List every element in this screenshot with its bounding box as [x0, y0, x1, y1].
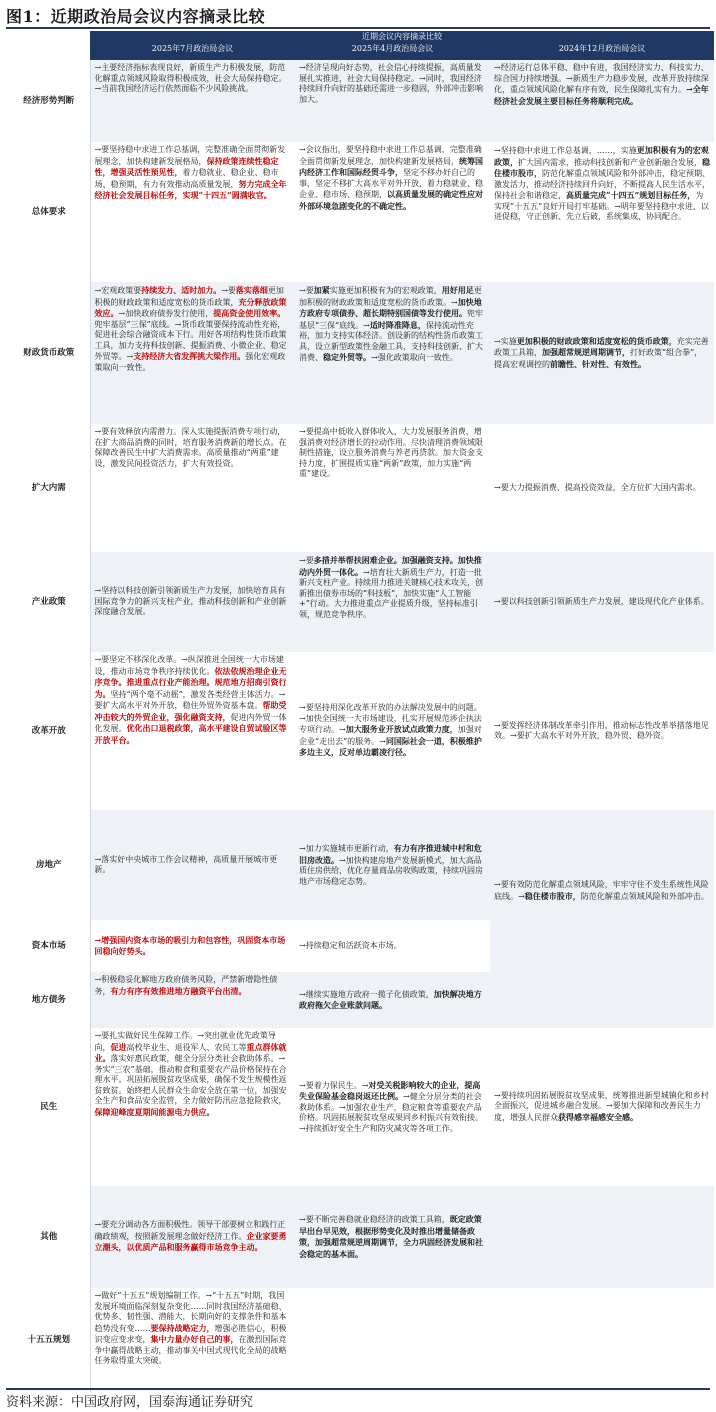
cell-apr: →要加紧实施更加积极有为的宏观政策，用好用足更加积极的财政政策和适度宽松的货币政策。→加快地方政府专项债券、超长期特别国债等发行使用。兜牢基层“三保”底线。→适时降准降息，保持流动性充裕，加力支持实体经济。创设新的结构性货币政策工具，设立新型政策性金融工具，支持科技创新、扩大消费、稳定外贸等。→强化政策取向一致性。 — [295, 282, 490, 424]
cell-dec — [490, 972, 714, 1028]
row-industrial-policy — [8, 552, 714, 652]
cell-apr: →要多措并举帮扶困难企业。加强融资支持。加快推动内外贸一体化。→培育壮大新质生产力，打造一批新兴支柱产业。持续用力推进关键核心技术攻关，创新推出债券市场的“科技板”，加快实施“人工智能+”行动。大力推进重点产业提质升级，坚持标准引领，规范竞争秩序。 — [295, 552, 490, 652]
cell-jul: →要扎实做好民生保障工作。→突出就业优先政策导向，促进高校毕业生、退役军人、农民工等重点群体就业。落实好惠民政策，健全分层分类社会救助体系。→务实“三农”基础，推动粮食和重要农产品价格保持在合理水平。巩固拓展脱贫攻坚成果，确保不发生规模性返贫致贫。始终把人民群众生命安全放在第一位，加强安全生产和食品安全监管，全力做好防汛应急抢险救灾，保障迎峰度夏期间能源电力供应。 — [90, 1028, 295, 1186]
cell-apr — [295, 1288, 490, 1392]
cell-jul: →要充分调动各方面积极性。领导干部要树立和践行正确政绩观，按照新发展理念做好经济工作。企业家要勇立潮头，以优质产品和服务赢得市场竞争主动。 — [90, 1186, 295, 1288]
row-domestic-demand — [8, 424, 714, 552]
cell-apr: →经济呈现向好态势，社会信心持续提振，高质量发展扎实推进，社会大局保持稳定。→同时，我国经济持续回升向好的基础还需进一步稳固，外部冲击影响加大。 — [295, 60, 490, 142]
header-apr-2025: 2025年4月政治局会议 — [295, 42, 490, 60]
row-other — [8, 1186, 714, 1288]
row-label: 地方债务 — [8, 972, 90, 1028]
source-rule — [6, 1388, 710, 1390]
row-real-estate — [8, 810, 714, 920]
cell-dec — [490, 1288, 714, 1392]
cell-jul: →做好“十五五”规划编制工作。→“十五五”时期，我国发展环境面临深刻复杂变化……同时我国经济基础稳、优势多、韧性强、潜能大，长期向好的支撑条件和基本趋势没有变……要保持战略定力，增强必胜信心，积极识变应变求变，集中力量办好自己的事，在激烈国际竞争中赢得战略主动，推动事关中国式现代化全局的战略任务取得重大突破。 — [90, 1288, 295, 1392]
figure-title: 图1：近期政治局会议内容摘录比较 — [6, 7, 266, 26]
row-label: 资本市场 — [8, 920, 90, 972]
source-note: 资料来源：中国政府网，国泰海通证券研究 — [6, 1395, 254, 1410]
cell-jul: →落实好中央城市工作会议精神，高质量开展城市更新。 — [90, 810, 295, 920]
cell-dec-merged: →要有效防范化解重点领域风险，牢牢守住不发生系统性风险底线。→稳住楼市股市，防范化解重点领域风险和外部冲击。 — [490, 810, 714, 972]
cell-jul: →主要经济指标表现良好，新质生产力积极发展，防范化解重点领域风险取得积极成效，社会大局保持稳定。→当前我国经济运行依然面临不少风险挑战。 — [90, 60, 295, 142]
row-label: 其他 — [8, 1186, 90, 1288]
cell-jul: →宏观政策要持续发力、适时加力。→要落实落细更加积极的财政政策和适度宽松的货币政策，充分释放政策效应。→加快政府债券发行使用，提高资金使用效率。兜牢基层“三保”底线。→货币政策要保持流动性充裕，促进社会综合融资成本下行。用好各项结构性货币政策工具，加力支持科技创新、提振消费、小微企业、稳定外贸等。→支持经济大省发挥挑大梁作用。强化宏观政策取向一致性。 — [90, 282, 295, 424]
cell-jul: →坚持以科技创新引领新质生产力发展，加快培育具有国际竞争力的新兴支柱产业，推动科技创新和产业创新深度融合发展。 — [90, 552, 295, 652]
header-jul-2025: 2025年7月政治局会议 — [90, 42, 295, 60]
row-label: 产业政策 — [8, 552, 90, 652]
table-caption: 近期会议内容摘录比较 — [90, 31, 714, 42]
cell-jul: →要坚定不移深化改革。→纵深推进全国统一大市场建设，推动市场竞争秩序持续优化。依法依规治理企业无序竞争。推进重点行业产能治理。规范地方招商引资行为。坚持“两个毫不动摇”，激发各类经营主体活力。→要扩大高水平对外开放，稳住外贸外资基本盘。帮助受冲击较大的外贸企业，强化融资支持，促进内外贸一体化发展。优化出口退税政策，高水平建设自贸试验区等开放平台。 — [90, 652, 295, 810]
row-15th-five-year-plan — [8, 1288, 714, 1392]
cell-apr: →加力实施城市更新行动，有力有序推进城中村和危旧房改造。→加快构建房地产发展新模式，加大高品质住房供给，优化存量商品房收购政策，持续巩固房地产市场稳定态势。 — [295, 810, 490, 920]
cell-apr: →继续实施地方政府一揽子化债政策，加快解决地方政府拖欠企业账款问题。 — [295, 972, 490, 1028]
cell-apr: →会议指出，要坚持稳中求进工作总基调，完整准确全面贯彻新发展理念，加快构建新发展格局，统筹国内经济工作和国际经贸斗争，坚定不移办好自己的事，坚定不移扩大高水平对外开放，着力稳就业、稳企业、稳市场、稳预期，以高质量发展的确定性应对外部环境急剧变化的不确定性。 — [295, 142, 490, 282]
cell-apr: →持续稳定和活跃资本市场。 — [295, 920, 490, 972]
header-blank — [8, 42, 90, 60]
cell-dec — [490, 1186, 714, 1288]
cell-jul: →要有效释放内需潜力。深入实施提振消费专项行动，在扩大商品消费的同时，培育服务消费新的增长点。在保障改善民生中扩大消费需求。高质量推动“两重”建设，激发民间投资活力，扩大有效投资。 — [90, 424, 295, 552]
cell-apr: →要坚持用深化改革开放的办法解决发展中的问题。→加快全国统一大市场建设，扎实开展规范涉企执法专项行动。→加大服务业开放试点政策力度，加强对企业“走出去”的服务。→同国际社会一道，积极维护多边主义，反对单边霸凌行径。 — [295, 652, 490, 810]
cell-apr: →要提高中低收入群体收入，大力发展服务消费，增强消费对经济增长的拉动作用。尽快清理消费领域限制性措施，设立服务消费与养老再贷款。加大资金支持力度，扩围提质实施“两新”政策，加力实施“两重”建设。 — [295, 424, 490, 552]
header-dec-2024: 2024年12月政治局会议 — [490, 42, 714, 60]
row-local-debt — [8, 972, 714, 1028]
cell-jul: →积极稳妥化解地方政府债务风险，严禁新增隐性债务，有力有序有效推进地方融资平台出清。 — [90, 972, 295, 1028]
cell-dec: →实施更加积极的财政政策和适度宽松的货币政策，充实完善政策工具箱，加强超常规逆周期调节，打好政策“组合拳”，提高宏观调控的前瞻性、针对性、有效性。 — [490, 282, 714, 424]
row-label: 扩大内需 — [8, 424, 90, 552]
row-label: 总体要求 — [8, 142, 90, 282]
cell-apr: →要着力保民生。→对受关税影响较大的企业，提高失业保险基金稳岗返还比例。→健全分层分类的社会救助体系。→加强农业生产，稳定粮食等重要农产品价格。巩固拓展脱贫攻坚成果同乡村振兴有效衔接。→持续抓好安全生产和防灾减灾等各项工作。 — [295, 1028, 490, 1186]
cell-dec: →要持续巩固拓展脱贫攻坚成果，统筹推进新型城镇化和乡村全面振兴，促进城乡融合发展。→要加大保障和改善民生力度，增强人民群众获得感幸福感安全感。 — [490, 1028, 714, 1186]
row-label: 财政货币政策 — [8, 282, 90, 424]
cell-jul: →要坚持稳中求进工作总基调，完整准确全面贯彻新发展理念，加快构建新发展格局，保持政策连续性稳定性，增强灵活性预见性，着力稳就业、稳企业、稳市场、稳预期，有力有效推动高质量发展，努力完成全年经济社会发展目标任务，实现“十四五”圆满收官。 — [90, 142, 295, 282]
comparison-table-wrapper — [8, 30, 714, 1388]
row-fiscal-monetary — [8, 282, 714, 424]
cell-dec: →要大力提振消费、提高投资效益，全方位扩大国内需求。 — [490, 424, 714, 552]
cell-jul: →增强国内资本市场的吸引力和包容性，巩固资本市场回稳向好势头。 — [90, 920, 295, 972]
row-label: 改革开放 — [8, 652, 90, 810]
row-label: 民生 — [8, 1028, 90, 1186]
cell-dec: →要发挥经济体制改革牵引作用，推动标志性改革举措落地见效。→要扩大高水平对外开放，稳外贸、稳外资。 — [490, 652, 714, 810]
row-label: 房地产 — [8, 810, 90, 920]
row-label: 十五五规划 — [8, 1288, 90, 1392]
cell-dec: →坚持稳中求进工作总基调，……，实施更加积极有为的宏观政策，扩大国内需求，推动科技创新和产业创新融合发展，稳住楼市股市，防范化解重点领域风险和外部冲击，稳定预期、激发活力，推动经济持续回升向好，不断提高人民生活水平，保持社会和谐稳定，高质量完成“十四五”规划目标任务，为实现“十五五”良好开局打牢基础。→明年要坚持稳中求进、以进促稳，守正创新、先立后破，系统集成、协同配合。 — [490, 142, 714, 282]
comparison-table — [8, 30, 714, 1392]
row-overall-requirements — [8, 142, 714, 282]
row-label: 经济形势判断 — [8, 60, 90, 142]
row-reform-opening — [8, 652, 714, 810]
cell-apr: →要不断完善稳就业稳经济的政策工具箱，既定政策早出台早见效，根据形势变化及时推出增量储备政策，加强超常规逆周期调节，全力巩固经济发展和社会稳定的基本面。 — [295, 1186, 490, 1288]
row-economic-situation — [8, 60, 714, 142]
cell-dec: →经济运行总体平稳、稳中有进，我国经济实力、科技实力、综合国力持续增强。→新质生产力稳步发展，改革开放持续深化，重点领域风险化解有序有效，民生保障扎实有力。→全年经济社会发展主要目标任务将顺利完成。 — [490, 60, 714, 142]
cell-dec: →要以科技创新引领新质生产力发展，建设现代化产业体系。 — [490, 552, 714, 652]
title-rule — [6, 27, 710, 29]
row-livelihood — [8, 1028, 714, 1186]
